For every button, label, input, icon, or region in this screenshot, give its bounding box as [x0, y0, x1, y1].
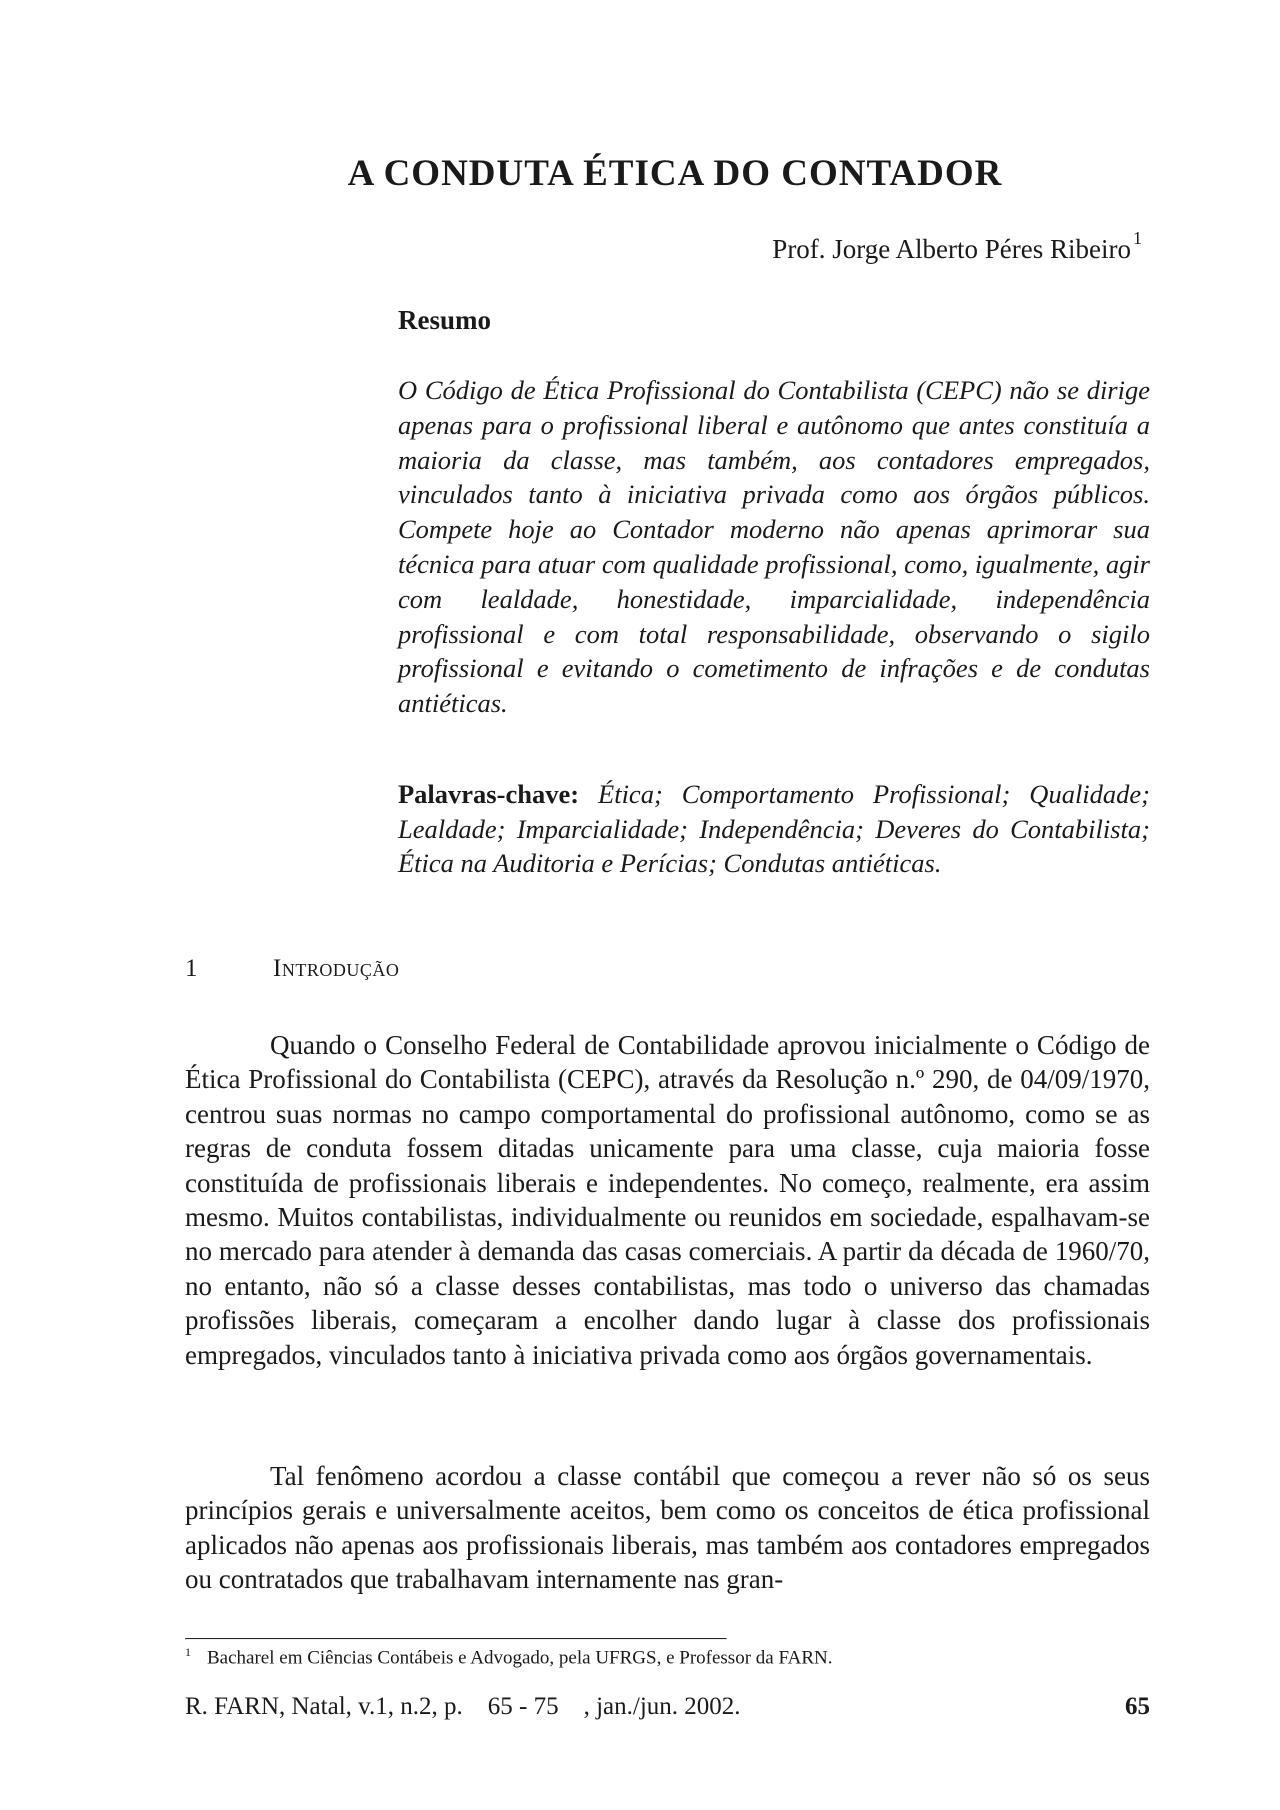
footnote: [185, 1645, 1150, 1669]
footnote-text: Bacharel em Ciências Contábeis e Advogado, pela UFRGS, e Professor da FARN.: [207, 1647, 833, 1669]
body-paragraph-2: Tal fenômeno acordou a classe contábil que começou a rever não só os seus princípios gerais e universalmente aceitos, bem como os conceitos de ética profissional aplicados não apenas aos profissionais liberais, mas também aos contadores empregados ou contratados que trabalhavam internamente nas gran-: [185, 1461, 1150, 1595]
keywords-label: Palavras-chave:: [398, 779, 580, 809]
body-paragraph-1: Quando o Conselho Federal de Contabilidade aprovou inicialmente o Código de Ética Profissional do Contabilista (CEPC), através da Resolução n.º 290, de 04/09/1970, centrou suas normas no campo comportamental do profissional autônomo, como se as regras de conduta fossem ditadas unicamente para uma classe, cuja maioria fosse constituída de profissionais liberais e independentes. No começo, realmente, era assim mesmo. Muitos contabilistas, individualmente ou reunidos em sociedade, espalhavam-se no mercado para atender à demanda das casas comerciais. A partir da década de 1960/70, no entanto, não só a classe desses contabilistas, mas todo o universo das chamadas profissões liberais, começaram a encolher dando lugar à classe dos profissionais empregados, vinculados tanto à iniciativa privada como aos órgãos governamentais.: [185, 1030, 1150, 1370]
journal-citation: R. FARN, Natal, v.1, n.2, p. 65 - 75 , jan./jun. 2002.: [185, 1693, 741, 1720]
keywords-text: Ética; Comportamento Profissional; Qualidade; Lealdade; Imparcialidade; Independência; Deveres do Contabilista; Ética na Auditoria e Perícias; Condutas antiéticas.: [398, 779, 1151, 878]
page-footer: [185, 1693, 1150, 1721]
section-heading: [185, 955, 399, 983]
author-name: Prof. Jorge Alberto Péres Ribeiro: [772, 234, 1131, 264]
abstract-heading: Resumo: [398, 305, 491, 335]
footnote-divider: [185, 1638, 727, 1640]
footnote-marker: 1: [185, 1645, 191, 1659]
author-footnote-marker: 1: [1133, 228, 1142, 248]
section-number: 1: [185, 955, 198, 982]
author-line: [772, 228, 1142, 265]
abstract-text: O Código de Ética Profissional do Contabilista (CEPC) não se dirige apenas para o profissional liberal e autônomo que antes constituía a maioria da classe, mas também, aos contadores empregados, vinculados tanto à iniciativa privada como aos órgãos públicos. Compete hoje ao Contador moderno não apenas aprimorar sua técnica para atuar com qualidade profissional, como, igualmente, agir com lealdade, honestidade, imparcialidade, independência profissional e com total responsabilidade, observando o sigilo profissional e evitando o cometimento de infrações e de condutas antiéticas.: [398, 375, 1150, 719]
section-title: Introdução: [273, 955, 400, 982]
keywords: [398, 777, 1150, 881]
article-title: A CONDUTA ÉTICA DO CONTADOR: [347, 153, 1003, 194]
page-number: 65: [1125, 1693, 1150, 1720]
